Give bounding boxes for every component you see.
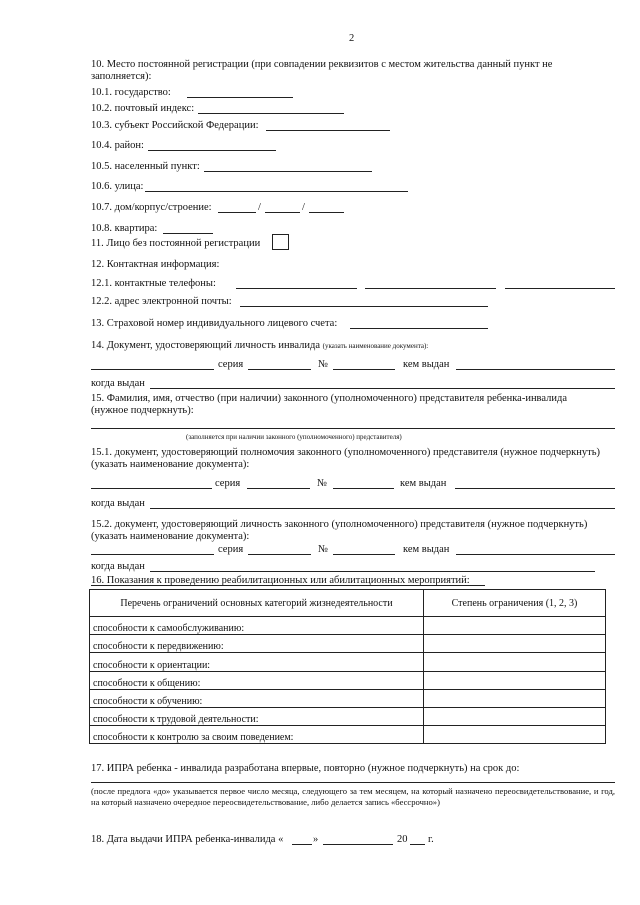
rep-identity-issued-when-field[interactable] — [150, 571, 595, 572]
identity-issued-when-label: когда выдан — [91, 378, 145, 389]
identity-issued-by-field[interactable] — [456, 369, 615, 370]
identity-doc-heading-note: (указать наименование документа): — [322, 342, 429, 350]
representative-name-label-cont: (нужное подчеркнуть): — [91, 405, 194, 416]
table-row — [90, 653, 606, 671]
limitation-self-care-label: способности к самообслуживанию: — [90, 617, 424, 635]
limitation-learning-degree[interactable] — [424, 689, 606, 707]
authority-issued-when-label: когда выдан — [91, 498, 145, 509]
building-field[interactable] — [265, 212, 300, 213]
rep-identity-number-label: № — [318, 544, 329, 555]
snils-label: 13. Страховой номер индивидуального лицевого счета: — [91, 318, 338, 329]
house-field[interactable] — [218, 212, 256, 213]
limitation-behavior-control-degree[interactable] — [424, 726, 606, 744]
limitation-work-degree[interactable] — [424, 707, 606, 725]
phone-field-3[interactable] — [505, 288, 615, 289]
apartment-label: 10.8. квартира: — [91, 223, 158, 234]
limitation-behavior-control-label: способности к контролю за своим поведением: — [90, 726, 424, 744]
identity-series-field[interactable] — [248, 369, 311, 370]
country-label: 10.1. государство: — [91, 87, 171, 98]
postal-code-field[interactable] — [198, 113, 344, 114]
identity-number-label: № — [318, 359, 329, 370]
table-row — [90, 707, 606, 725]
region-label: 10.3. субъект Российской Федерации: — [91, 120, 259, 131]
limitation-communication-label: способности к общению: — [90, 671, 424, 689]
no-registration-label: 11. Лицо без постоянной регистрации — [91, 238, 261, 249]
table-row — [90, 726, 606, 744]
structure-field[interactable] — [309, 212, 344, 213]
authority-issued-when-field[interactable] — [150, 508, 615, 509]
rep-identity-doc-label-cont: (указать наименование документа): — [91, 531, 250, 542]
rehab-indications-underline — [91, 585, 485, 586]
street-field[interactable] — [145, 191, 408, 192]
authority-doc-label: 15.1. документ, удостоверяющий полномочия законного (уполномоченного) представителя (нужное подчеркнуть) — [91, 447, 600, 458]
identity-series-label: серия — [218, 359, 244, 370]
authority-series-label: серия — [215, 478, 241, 489]
rep-identity-series-label: серия — [218, 544, 244, 555]
limitation-mobility-degree[interactable] — [424, 635, 606, 653]
settlement-field[interactable] — [204, 171, 372, 172]
limitation-work-label: способности к трудовой деятельности: — [90, 707, 424, 725]
table-row — [90, 617, 606, 635]
limitation-orientation-label: способности к ориентации: — [90, 653, 424, 671]
limitations-table-header — [90, 590, 606, 617]
issue-year-suffix: г. — [428, 834, 434, 845]
rep-identity-issued-by-label: кем выдан — [403, 544, 450, 555]
page-number: 2 — [349, 33, 355, 44]
identity-doc-name-field[interactable] — [91, 369, 214, 370]
house-slash-1: / — [258, 202, 261, 213]
rep-identity-series-field[interactable] — [248, 554, 311, 555]
no-registration-checkbox[interactable] — [272, 234, 289, 250]
limitations-header-category: Перечень ограничений основных категорий жизнедеятельности — [90, 590, 424, 617]
district-label: 10.4. район: — [91, 140, 144, 151]
authority-doc-label-cont: (указать наименование документа): — [91, 459, 250, 470]
rep-identity-doc-label: 15.2. документ, удостоверяющий личность законного (уполномоченного) представителя (нужное подчеркнуть) — [91, 519, 588, 530]
identity-doc-heading — [91, 340, 428, 352]
rehab-indications-heading: 16. Показания к проведению реабилитационных или абилитационных мероприятий: — [91, 575, 470, 586]
issue-date-label: 18. Дата выдачи ИПРА ребенка-инвалида « — [91, 834, 284, 845]
issue-date-quote-close: » — [313, 834, 319, 845]
limitations-header-degree: Степень ограничения (1, 2, 3) — [424, 590, 606, 617]
limitation-learning-label: способности к обучению: — [90, 689, 424, 707]
rep-identity-number-field[interactable] — [333, 554, 395, 555]
rep-identity-issued-by-field[interactable] — [456, 554, 615, 555]
authority-issued-by-label: кем выдан — [400, 478, 447, 489]
phone-field-1[interactable] — [236, 288, 357, 289]
phone-field-2[interactable] — [365, 288, 496, 289]
limitation-orientation-degree[interactable] — [424, 653, 606, 671]
issue-day-field[interactable] — [292, 844, 312, 845]
settlement-label: 10.5. населенный пункт: — [91, 161, 200, 172]
identity-doc-heading-text: 14. Документ, удостоверяющий личность инвалида — [91, 340, 321, 351]
limitation-communication-degree[interactable] — [424, 671, 606, 689]
authority-doc-name-field[interactable] — [91, 488, 212, 489]
identity-issued-when-field[interactable] — [150, 388, 615, 389]
table-row — [90, 635, 606, 653]
authority-series-field[interactable] — [247, 488, 310, 489]
house-label: 10.7. дом/корпус/строение: — [91, 202, 212, 213]
issue-year-field[interactable] — [410, 844, 425, 845]
representative-name-label: 15. Фамилия, имя, отчество (при наличии) законного (уполномоченного) представителя ребенка-инвалида — [91, 393, 567, 404]
limitation-self-care-degree[interactable] — [424, 617, 606, 635]
ipra-term-label: 17. ИПРА ребенка - инвалида разработана впервые, повторно (нужное подчеркнуть) на срок до: — [91, 763, 520, 774]
section-10-heading-cont: заполняется): — [91, 71, 152, 82]
contact-info-heading: 12. Контактная информация: — [91, 259, 220, 270]
postal-code-label: 10.2. почтовый индекс: — [91, 103, 195, 114]
email-field[interactable] — [240, 306, 488, 307]
street-label: 10.6. улица: — [91, 181, 144, 192]
identity-number-field[interactable] — [333, 369, 395, 370]
representative-note: (заполняется при наличии законного (уполномоченного) представителя) — [186, 433, 402, 441]
issue-year-prefix: 20 — [397, 834, 408, 845]
district-field[interactable] — [148, 150, 276, 151]
identity-issued-by-label: кем выдан — [403, 359, 450, 370]
authority-number-label: № — [317, 478, 328, 489]
apartment-field[interactable] — [163, 233, 213, 234]
table-row — [90, 671, 606, 689]
email-label: 12.2. адрес электронной почты: — [91, 296, 232, 307]
house-slash-2: / — [302, 202, 305, 213]
representative-name-field[interactable] — [91, 428, 615, 429]
snils-field[interactable] — [350, 328, 488, 329]
country-field[interactable] — [187, 97, 293, 98]
authority-number-field[interactable] — [333, 488, 394, 489]
phones-label: 12.1. контактные телефоны: — [91, 278, 216, 289]
rep-identity-doc-name-field[interactable] — [91, 554, 214, 555]
section-10-heading: 10. Место постоянной регистрации (при совпадении реквизитов с местом жительства данный пункт не — [91, 59, 553, 70]
limitations-table — [89, 589, 606, 744]
rep-identity-issued-when-label: когда выдан — [91, 561, 145, 572]
table-row — [90, 689, 606, 707]
issue-month-field[interactable] — [323, 844, 393, 845]
limitation-mobility-label: способности к передвижению: — [90, 635, 424, 653]
authority-issued-by-field[interactable] — [455, 488, 615, 489]
ipra-term-field[interactable] — [91, 782, 615, 783]
region-field[interactable] — [266, 130, 390, 131]
ipra-term-note: (после предлога «до» указывается первое число месяца, следующего за тем месяцем, на который назначено переосвидетельствование, и год, на который назначено очередное переосвидетельствование, либо делается запись «бессрочно») — [91, 786, 615, 807]
